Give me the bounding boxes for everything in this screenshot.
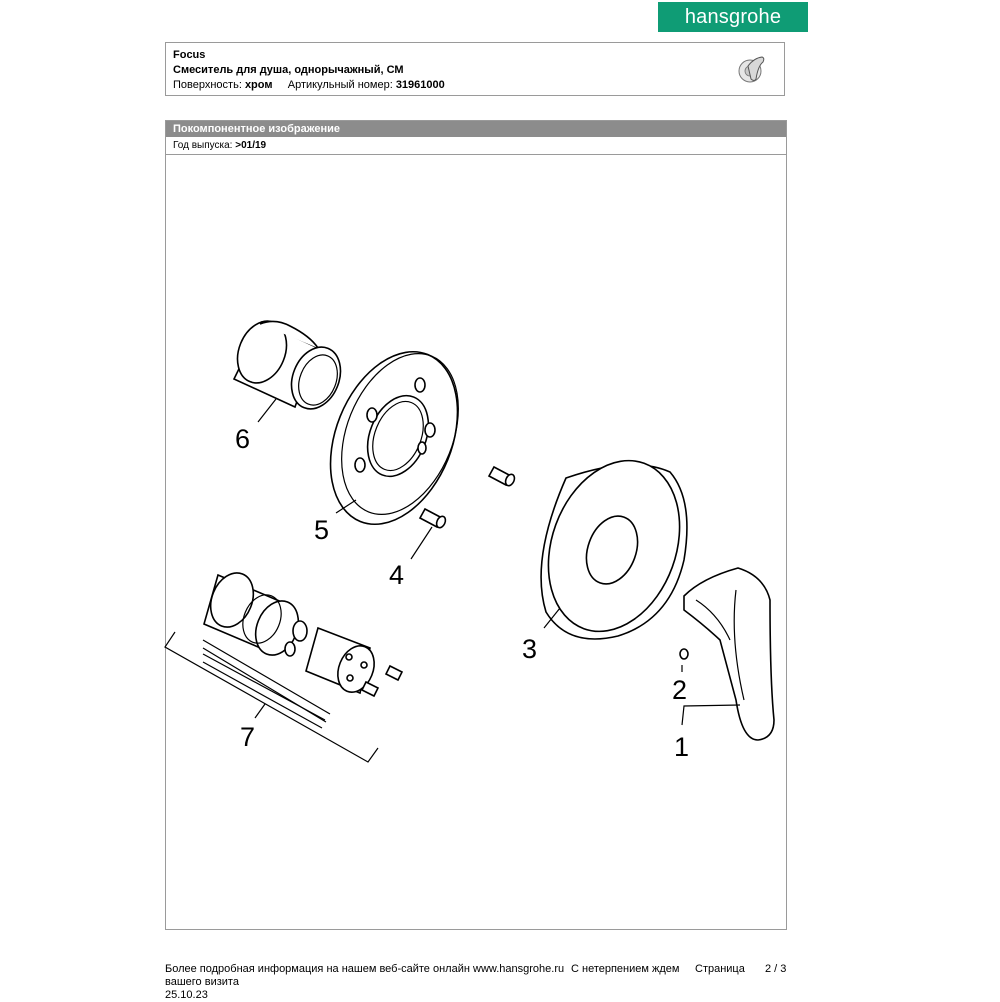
part-number-6: 6: [235, 424, 251, 454]
part-number-1: 1: [674, 732, 690, 762]
year-value: >01/19: [235, 140, 267, 151]
hansgrohe-logo: hansgrohe: [658, 2, 808, 32]
footer-page-number: 2 / 3: [765, 963, 787, 975]
surface-label: Поверхность:: [173, 79, 242, 91]
part-number-2: 2: [672, 675, 688, 705]
part-6-sleeve: [229, 314, 350, 417]
part-number-5: 5: [314, 515, 330, 545]
leader-6: [258, 399, 276, 422]
footer-info: Более подробная информация на нашем веб-сайте онлайн: [165, 963, 470, 975]
footer-wait-text: С нетерпением ждем: [571, 963, 680, 975]
section-title: Покомпонентное изображение: [166, 121, 786, 137]
product-description: Смеситель для душа, однорычажный, СМ: [173, 64, 404, 76]
leader-7: [255, 704, 265, 718]
part-number-7: 7: [240, 722, 256, 752]
part-number-4: 4: [389, 560, 405, 590]
part-2-screw: [680, 649, 688, 659]
leader-1: [682, 705, 740, 725]
footer-date: 25.10.23: [165, 989, 208, 1001]
surface-value: хром: [244, 79, 273, 91]
product-name: Focus: [173, 49, 206, 61]
footer-page-label: Страница: [695, 963, 745, 975]
year-label: Год выпуска:: [173, 140, 233, 151]
footer-wait-text-2: вашего визита: [165, 976, 239, 988]
part-1-lever: [684, 568, 774, 740]
part-number-3: 3: [522, 634, 538, 664]
part-7-cartridge-set: [165, 567, 402, 762]
leader-4: [411, 527, 432, 559]
article-label: Артикульный номер:: [287, 79, 393, 91]
article-value: 31961000: [395, 79, 445, 91]
footer-website-link[interactable]: www.hansgrohe.ru: [473, 963, 565, 975]
